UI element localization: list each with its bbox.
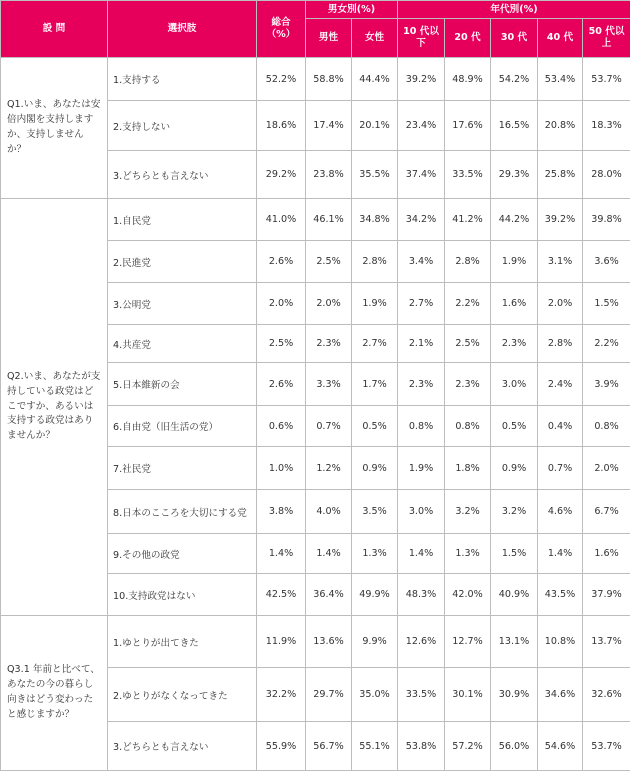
value-cell: 33.5%	[445, 151, 491, 199]
value-cell: 43.5%	[538, 574, 583, 616]
value-cell: 0.6%	[257, 406, 306, 447]
value-cell: 0.8%	[398, 406, 445, 447]
value-cell: 42.0%	[445, 574, 491, 616]
value-cell: 53.7%	[583, 722, 630, 771]
value-cell: 2.7%	[398, 283, 445, 325]
value-cell: 2.6%	[257, 241, 306, 283]
value-cell: 39.8%	[583, 199, 630, 241]
value-cell: 2.0%	[583, 447, 630, 490]
value-cell: 55.1%	[352, 722, 398, 771]
value-cell: 2.4%	[538, 363, 583, 406]
value-cell: 2.7%	[352, 325, 398, 363]
value-cell: 32.6%	[583, 668, 630, 722]
value-cell: 13.6%	[306, 616, 352, 668]
value-cell: 41.2%	[445, 199, 491, 241]
value-cell: 0.8%	[583, 406, 630, 447]
value-cell: 48.3%	[398, 574, 445, 616]
value-cell: 36.4%	[306, 574, 352, 616]
value-cell: 2.3%	[398, 363, 445, 406]
table-row	[1, 199, 630, 241]
value-cell: 48.9%	[445, 58, 491, 101]
value-cell: 34.6%	[538, 668, 583, 722]
header-gender-group: 男女別(%)	[306, 1, 398, 19]
value-cell: 1.8%	[445, 447, 491, 490]
value-cell: 1.5%	[583, 283, 630, 325]
value-cell: 13.1%	[491, 616, 538, 668]
value-cell: 1.9%	[491, 241, 538, 283]
value-cell: 34.8%	[352, 199, 398, 241]
question-text: Q2.いま、あなたが支持している政党はどこですか、あるいは支持する政党はありませんか？	[1, 199, 108, 616]
value-cell: 2.6%	[257, 363, 306, 406]
value-cell: 29.2%	[257, 151, 306, 199]
value-cell: 1.7%	[352, 363, 398, 406]
value-cell: 1.9%	[398, 447, 445, 490]
value-cell: 23.8%	[306, 151, 352, 199]
value-cell: 9.9%	[352, 616, 398, 668]
value-cell: 3.1%	[538, 241, 583, 283]
choice-label: 1.自民党	[108, 199, 257, 241]
value-cell: 2.2%	[583, 325, 630, 363]
choice-label: 7.社民党	[108, 447, 257, 490]
value-cell: 4.6%	[538, 490, 583, 534]
value-cell: 56.0%	[491, 722, 538, 771]
value-cell: 20.1%	[352, 101, 398, 151]
value-cell: 55.9%	[257, 722, 306, 771]
choice-label: 2.ゆとりがなくなってきた	[108, 668, 257, 722]
value-cell: 0.9%	[352, 447, 398, 490]
value-cell: 3.2%	[445, 490, 491, 534]
header-age-50: 50 代以上	[583, 19, 630, 58]
value-cell: 0.7%	[306, 406, 352, 447]
value-cell: 41.0%	[257, 199, 306, 241]
value-cell: 1.2%	[306, 447, 352, 490]
choice-label: 9.その他の政党	[108, 534, 257, 574]
table-row	[1, 616, 630, 668]
value-cell: 46.1%	[306, 199, 352, 241]
value-cell: 2.5%	[306, 241, 352, 283]
value-cell: 29.3%	[491, 151, 538, 199]
value-cell: 52.2%	[257, 58, 306, 101]
value-cell: 2.3%	[491, 325, 538, 363]
value-cell: 44.2%	[491, 199, 538, 241]
question-text: Q3.1 年前と比べて、あなたの今の暮らし向きはどう変わったと感じますか？	[1, 616, 108, 771]
value-cell: 0.7%	[538, 447, 583, 490]
value-cell: 1.4%	[257, 534, 306, 574]
value-cell: 54.2%	[491, 58, 538, 101]
value-cell: 53.7%	[583, 58, 630, 101]
value-cell: 0.8%	[445, 406, 491, 447]
value-cell: 2.0%	[306, 283, 352, 325]
value-cell: 6.7%	[583, 490, 630, 534]
value-cell: 1.4%	[306, 534, 352, 574]
value-cell: 25.8%	[538, 151, 583, 199]
value-cell: 1.6%	[583, 534, 630, 574]
value-cell: 2.5%	[257, 325, 306, 363]
value-cell: 2.8%	[352, 241, 398, 283]
value-cell: 0.9%	[491, 447, 538, 490]
value-cell: 0.5%	[352, 406, 398, 447]
choice-label: 8.日本のこころを大切にする党	[108, 490, 257, 534]
value-cell: 3.6%	[583, 241, 630, 283]
choice-label: 10.支持政党はない	[108, 574, 257, 616]
value-cell: 1.4%	[538, 534, 583, 574]
value-cell: 3.4%	[398, 241, 445, 283]
value-cell: 54.6%	[538, 722, 583, 771]
choice-label: 6.自由党（旧生活の党）	[108, 406, 257, 447]
choice-label: 3.どちらとも言えない	[108, 151, 257, 199]
value-cell: 2.2%	[445, 283, 491, 325]
value-cell: 2.3%	[445, 363, 491, 406]
value-cell: 2.5%	[445, 325, 491, 363]
value-cell: 18.3%	[583, 101, 630, 151]
value-cell: 37.4%	[398, 151, 445, 199]
value-cell: 56.7%	[306, 722, 352, 771]
value-cell: 0.5%	[491, 406, 538, 447]
value-cell: 1.3%	[352, 534, 398, 574]
header-age-30: 30 代	[491, 19, 538, 58]
value-cell: 3.8%	[257, 490, 306, 534]
choice-label: 2.支持しない	[108, 101, 257, 151]
choice-label: 3.公明党	[108, 283, 257, 325]
value-cell: 1.3%	[445, 534, 491, 574]
value-cell: 33.5%	[398, 668, 445, 722]
value-cell: 37.9%	[583, 574, 630, 616]
value-cell: 23.4%	[398, 101, 445, 151]
value-cell: 10.8%	[538, 616, 583, 668]
value-cell: 2.3%	[306, 325, 352, 363]
value-cell: 1.4%	[398, 534, 445, 574]
header-age-20: 20 代	[445, 19, 491, 58]
value-cell: 2.1%	[398, 325, 445, 363]
value-cell: 17.4%	[306, 101, 352, 151]
header-choice: 選択肢	[108, 1, 257, 58]
value-cell: 2.0%	[257, 283, 306, 325]
choice-label: 1.支持する	[108, 58, 257, 101]
value-cell: 39.2%	[538, 199, 583, 241]
value-cell: 0.4%	[538, 406, 583, 447]
value-cell: 42.5%	[257, 574, 306, 616]
value-cell: 49.9%	[352, 574, 398, 616]
value-cell: 30.1%	[445, 668, 491, 722]
value-cell: 3.9%	[583, 363, 630, 406]
value-cell: 34.2%	[398, 199, 445, 241]
value-cell: 30.9%	[491, 668, 538, 722]
value-cell: 39.2%	[398, 58, 445, 101]
value-cell: 4.0%	[306, 490, 352, 534]
value-cell: 2.0%	[538, 283, 583, 325]
value-cell: 44.4%	[352, 58, 398, 101]
choice-label: 3.どちらとも言えない	[108, 722, 257, 771]
value-cell: 13.7%	[583, 616, 630, 668]
value-cell: 1.6%	[491, 283, 538, 325]
question-text: Q1.いま、あなたは安倍内閣を支持しますか、支持しませんか？	[1, 58, 108, 199]
value-cell: 18.6%	[257, 101, 306, 151]
value-cell: 3.5%	[352, 490, 398, 534]
value-cell: 1.0%	[257, 447, 306, 490]
header-age-10: 10 代以下	[398, 19, 445, 58]
value-cell: 28.0%	[583, 151, 630, 199]
value-cell: 29.7%	[306, 668, 352, 722]
value-cell: 53.4%	[538, 58, 583, 101]
value-cell: 57.2%	[445, 722, 491, 771]
value-cell: 17.6%	[445, 101, 491, 151]
value-cell: 2.8%	[445, 241, 491, 283]
value-cell: 40.9%	[491, 574, 538, 616]
value-cell: 58.8%	[306, 58, 352, 101]
value-cell: 20.8%	[538, 101, 583, 151]
value-cell: 53.8%	[398, 722, 445, 771]
value-cell: 1.9%	[352, 283, 398, 325]
header-total: 総合（%）	[257, 1, 306, 58]
header-question: 設 問	[1, 1, 108, 58]
header-female: 女性	[352, 19, 398, 58]
value-cell: 3.0%	[491, 363, 538, 406]
header-age-group: 年代別(%)	[398, 1, 630, 19]
value-cell: 1.5%	[491, 534, 538, 574]
choice-label: 5.日本維新の会	[108, 363, 257, 406]
value-cell: 3.2%	[491, 490, 538, 534]
value-cell: 35.5%	[352, 151, 398, 199]
value-cell: 12.7%	[445, 616, 491, 668]
choice-label: 1.ゆとりが出てきた	[108, 616, 257, 668]
table-body	[1, 58, 630, 771]
value-cell: 32.2%	[257, 668, 306, 722]
choice-label: 4.共産党	[108, 325, 257, 363]
table-row	[1, 58, 630, 101]
value-cell: 35.0%	[352, 668, 398, 722]
value-cell: 11.9%	[257, 616, 306, 668]
value-cell: 2.8%	[538, 325, 583, 363]
header-male: 男性	[306, 19, 352, 58]
value-cell: 3.0%	[398, 490, 445, 534]
choice-label: 2.民進党	[108, 241, 257, 283]
value-cell: 16.5%	[491, 101, 538, 151]
header-age-40: 40 代	[538, 19, 583, 58]
value-cell: 12.6%	[398, 616, 445, 668]
value-cell: 3.3%	[306, 363, 352, 406]
